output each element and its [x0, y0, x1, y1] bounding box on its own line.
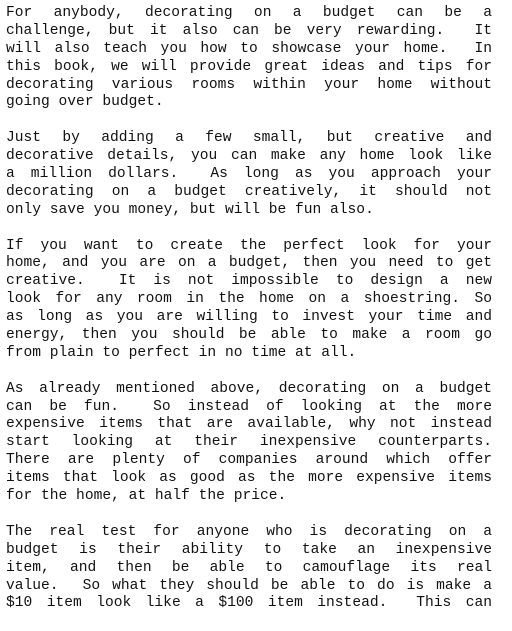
text-line: as long as you are willing to invest your time and — [6, 309, 492, 326]
text-line: budget is their ability to take an inexpensive — [6, 541, 492, 558]
text-line: only save you money, but will be fun also. — [6, 201, 374, 218]
text-line: decorating various rooms within your home without — [6, 76, 492, 93]
text-line: from plain to perfect in no time at all. — [6, 344, 357, 361]
text-line: can be fun. So instead of looking at the more — [6, 398, 492, 415]
text-line: energy, then you should be able to make a room go — [6, 327, 492, 344]
paragraph-4 — [6, 381, 492, 506]
text-line: will also teach you how to showcase your home. In — [6, 40, 492, 57]
text-line: start looking at their inexpensive counterparts. — [6, 434, 492, 451]
text-line: expensive items that are available, why not instead — [6, 416, 492, 433]
text-line: this book, we will provide great ideas and tips for — [6, 58, 492, 75]
text-line: a million dollars. As long as you approach your — [6, 166, 492, 183]
text-line: decorative details, you can make any home look like — [6, 148, 492, 165]
paragraph-2 — [6, 130, 492, 219]
text-line: For anybody, decorating on a budget can be a — [6, 5, 492, 21]
text-line: creative. It is not impossible to design a new — [6, 273, 492, 290]
paragraph-5 — [6, 524, 492, 613]
text-line: There are plenty of companies around which offer — [6, 452, 492, 469]
text-line: If you want to create the perfect look for your — [6, 237, 492, 254]
text-line: item, and then be able to camouflage its real — [6, 559, 492, 576]
paragraph-3 — [6, 238, 492, 363]
document-page — [6, 5, 492, 631]
text-line: home, and you are on a budget, then you need to get — [6, 255, 492, 272]
text-line: $10 item look like a $100 item instead. This can — [6, 595, 492, 612]
text-line: The real test for anyone who is decorating on a — [6, 523, 492, 540]
text-line: As already mentioned above, decorating on a budget — [6, 380, 492, 397]
text-line: challenge, but it also can be very rewarding. It — [6, 22, 492, 39]
text-line: for the home, at half the price. — [6, 488, 287, 505]
text-line: look for any room in the home on a shoestring. So — [6, 291, 492, 308]
text-line: items that look as good as the more expensive items — [6, 470, 492, 487]
text-line: decorating on a budget creatively, it should not — [6, 183, 492, 200]
paragraph-1 — [6, 5, 492, 112]
text-line: Just by adding a few small, but creative and — [6, 130, 492, 147]
text-line: value. So what they should be able to do is make a — [6, 577, 492, 594]
text-line: going over budget. — [6, 94, 164, 111]
